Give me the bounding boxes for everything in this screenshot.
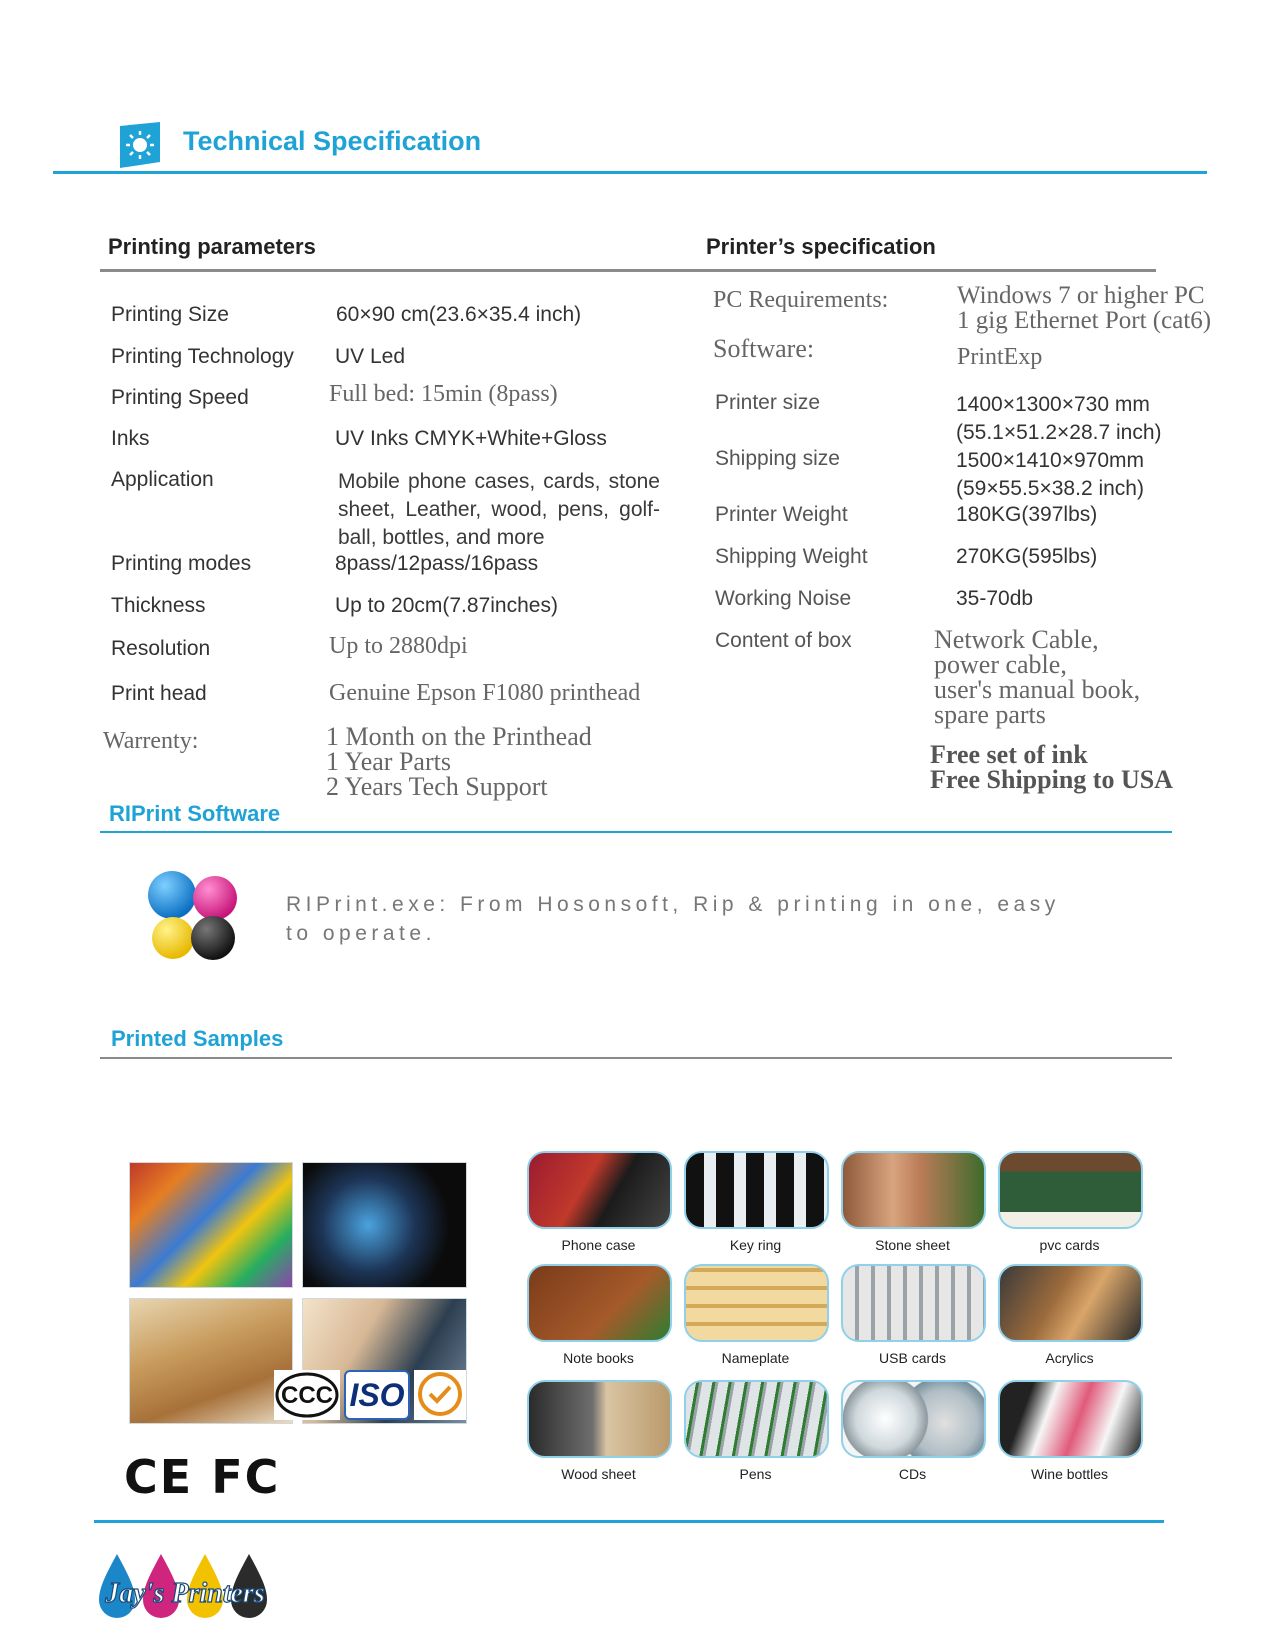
sample-thumb [527,1380,672,1458]
param-value: 60×90 cm(23.6×35.4 inch) [336,303,582,326]
param-value: UV Led [335,345,406,368]
spec-label: PC Requirements: [713,287,889,313]
sample-thumb [998,1380,1143,1458]
sample-item [684,1380,827,1482]
sample-caption: Nameplate [721,1350,790,1366]
header-divider [53,171,1207,174]
sample-photo-hinge-box [129,1162,293,1288]
sample-item [684,1151,827,1253]
sample-thumb [684,1264,829,1342]
spec-label: Software: [713,334,815,363]
sample-caption: CDs [898,1466,927,1482]
sample-item [998,1151,1141,1253]
sample-caption: Phone case [561,1237,636,1253]
ccc-logo [274,1370,340,1420]
svg-text:CCC: CCC [281,1382,333,1409]
spec-value: 35-70db [956,587,1034,610]
content-line: user's manual book, [934,675,1141,704]
iso-text: ISO [349,1376,405,1413]
sample-caption: Stone sheet [875,1237,950,1253]
sample-caption: USB cards [879,1350,946,1366]
spec-label: Shipping size [715,447,840,470]
sample-item [841,1380,984,1482]
page-title: Technical Specification [183,126,482,156]
sample-item [527,1151,670,1253]
sample-caption: Key ring [729,1237,782,1253]
printing-parameters-heading: Printing parameters [108,234,316,259]
spec-value: 180KG(397lbs) [956,503,1098,526]
content-of-box-values [934,627,1140,727]
spec-value [956,391,1162,447]
warranty-line: 2 Years Tech Support [326,772,548,801]
spec-label: Shipping Weight [715,545,868,568]
param-label: Printing Technology [111,345,294,368]
param-label: Printing modes [111,552,252,575]
sample-caption: pvc cards [1039,1237,1100,1253]
cmyk-bubbles-icon [143,866,243,966]
warranty-values [326,724,592,799]
iso-logo [344,1370,410,1420]
param-label: Resolution [111,637,211,660]
sample-thumb [527,1264,672,1342]
warranty-label: Warrenty: [103,728,199,754]
sample-photo-phone-cases [302,1162,467,1288]
spec-line: 1 gig Ethernet Port (cat6) [957,307,1212,334]
warranty-line: 1 Year Parts [326,747,451,776]
warranty-line: 1 Month on the Printhead [326,722,592,751]
spec-divider [100,269,1156,272]
samples-divider [100,1057,1172,1059]
sample-caption: Pens [739,1466,772,1482]
spec-label: Working Noise [715,587,852,610]
sample-item [841,1151,984,1253]
spec-label: Printer size [715,391,821,414]
extra-line: Free set of ink [930,740,1088,769]
printer-spec-heading: Printer’s specification [706,234,936,259]
param-label: Thickness [111,594,206,617]
spec-value: PrintExp [957,344,1043,370]
spec-line: 1500×1410×970mm [956,449,1144,472]
sample-item [841,1264,984,1366]
param-value-application: Mobile phone cases, cards, stone sheet, Leather, wood, pens, golf-ball, bottles, and more [338,470,660,549]
sample-thumb [841,1151,986,1229]
ce-fc-marks: CE FC [124,1450,281,1504]
sample-thumb [527,1151,672,1229]
sample-thumb [684,1151,829,1229]
param-value: UV Inks CMYK+White+Gloss [335,427,607,450]
param-label: Print head [111,682,207,705]
sun-badge-icon [118,122,162,168]
sample-caption: Note books [563,1350,634,1366]
param-value: Genuine Epson F1080 printhead [329,680,641,706]
spec-label: Content of box [715,629,852,652]
sample-caption: Wine bottles [1030,1466,1109,1482]
sample-thumb [684,1380,829,1458]
param-value: Up to 2880dpi [329,633,468,659]
sample-item [998,1264,1141,1366]
extra-line: Free Shipping to USA [930,765,1173,794]
spec-line: (55.1×51.2×28.7 inch) [956,421,1162,444]
sgs-logo [414,1370,466,1420]
sample-item [527,1380,670,1482]
software-description: RIPrint.exe: From Hosonsoft, Rip & printing in one, easy to operate. [286,893,1060,945]
param-label: Printing Size [111,303,229,326]
sample-thumb [841,1264,986,1342]
spec-value [957,283,1211,333]
content-line: Network Cable, [934,625,1099,654]
spec-value: 270KG(595lbs) [956,545,1098,568]
sample-caption: Wood sheet [561,1466,636,1482]
param-label: Printing Speed [111,386,249,409]
param-label: Inks [111,427,150,450]
sample-thumb [841,1380,986,1458]
sample-item [998,1380,1141,1482]
param-value: Full bed: 15min (8pass) [329,381,558,407]
param-value: 8pass/12pass/16pass [335,552,539,575]
spec-value [956,447,1144,503]
content-line: power cable, [934,650,1067,679]
footer-divider [94,1520,1164,1523]
sample-thumb [998,1151,1143,1229]
footer-logo-text: Jay's Printers [105,1578,265,1609]
spec-label: Printer Weight [715,503,848,526]
sample-item [684,1264,827,1366]
software-heading: RIPrint Software [109,801,281,826]
sample-photo-wood-box [129,1298,293,1424]
spec-line: (59×55.5×38.2 inch) [956,477,1144,500]
jays-printers-logo [95,1550,275,1630]
spec-line: 1400×1300×730 mm [956,393,1150,416]
sample-item [527,1264,670,1366]
content-line: spare parts [934,700,1046,729]
sample-caption: Acrylics [1045,1350,1094,1366]
spec-line: Windows 7 or higher PC [957,282,1205,309]
param-value: Up to 20cm(7.87inches) [335,594,558,617]
param-label: Application [111,468,214,491]
software-divider [100,831,1172,833]
samples-heading: Printed Samples [111,1026,284,1051]
sample-thumb [998,1264,1143,1342]
extras [930,742,1173,792]
